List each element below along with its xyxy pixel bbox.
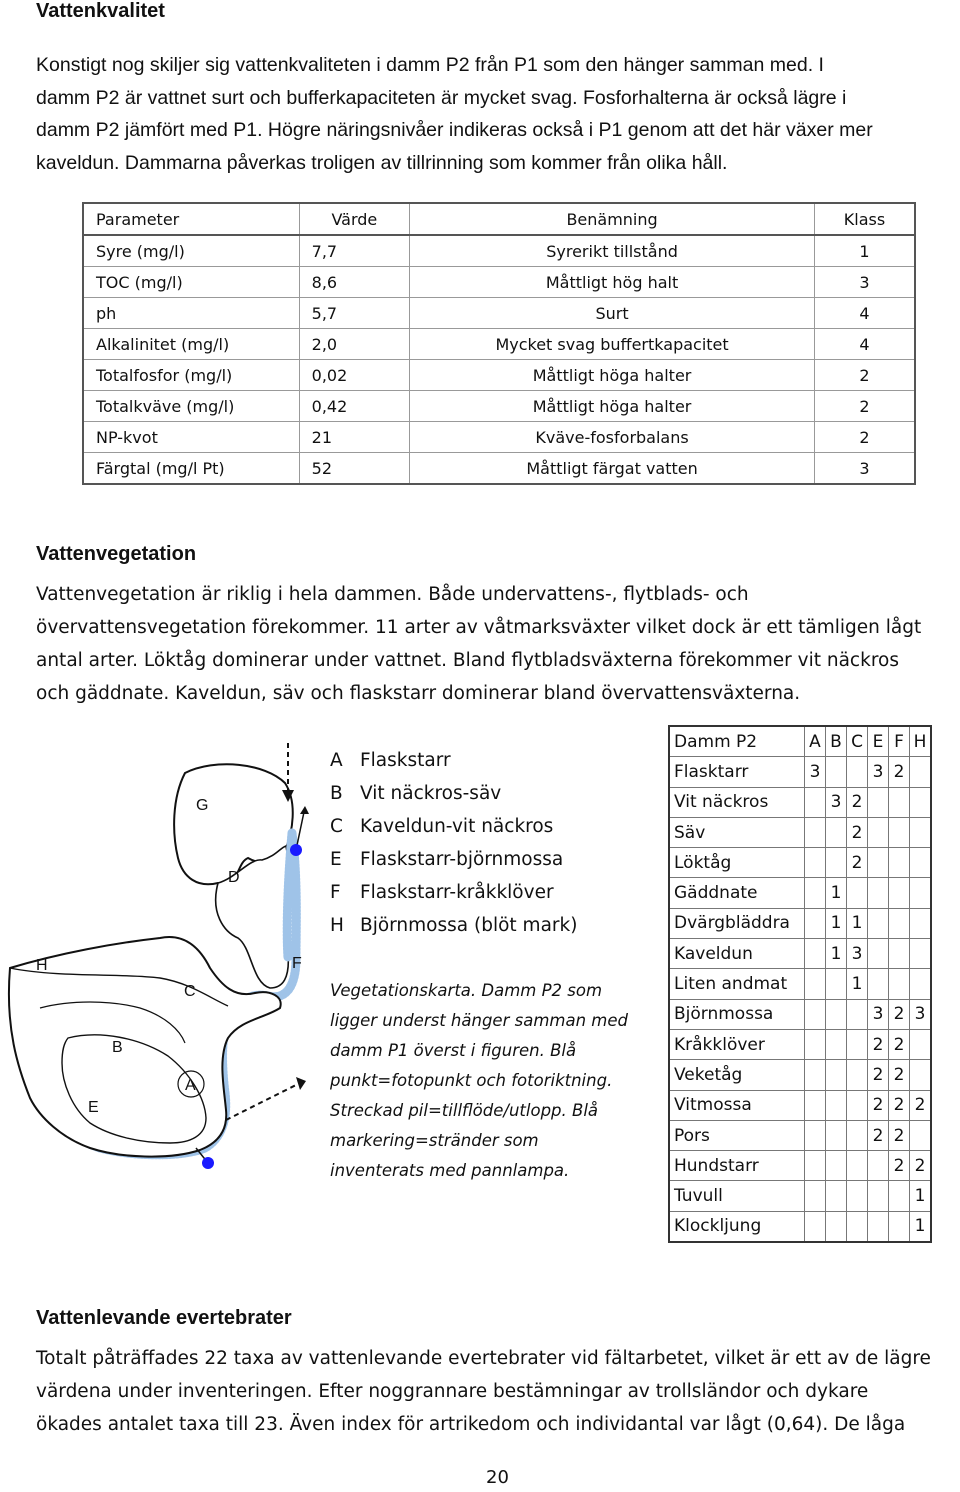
- abundance-cell: [805, 1181, 826, 1211]
- abundance-cell: 2: [889, 1060, 910, 1090]
- zone-label-e: E: [88, 1099, 99, 1116]
- legend-text: Flaskstarr-björnmossa: [360, 849, 564, 870]
- abundance-cell: [847, 1151, 868, 1181]
- abundance-cell: 2: [910, 1090, 932, 1120]
- arrowhead-icon: [296, 1077, 306, 1090]
- table-cell: 5,7: [299, 298, 409, 329]
- table-cell: Måttligt höga halter: [410, 391, 815, 422]
- table-cell: Måttligt färgat vatten: [410, 453, 815, 485]
- abundance-cell: 3: [847, 939, 868, 969]
- section-title-evertebrater: Vattenlevande evertebrater: [36, 1307, 292, 1329]
- abundance-cell: 2: [868, 1120, 889, 1150]
- table-cell: 4: [815, 329, 915, 360]
- abundance-cell: [805, 1029, 826, 1059]
- legend-code: B: [330, 783, 343, 804]
- species-name-cell: Vitmossa: [669, 1090, 805, 1120]
- abundance-cell: [910, 787, 932, 817]
- column-header: E: [868, 726, 889, 757]
- table-cell: 3: [815, 453, 915, 485]
- column-header: Värde: [299, 203, 409, 235]
- paragraph-line: värdena under inventeringen. Efter noggrannare bestämningar av trollsländor och dykare: [36, 1381, 869, 1402]
- abundance-cell: [910, 1060, 932, 1090]
- zone-label-h: H: [36, 957, 48, 974]
- abundance-cell: 2: [889, 1029, 910, 1059]
- table-row: [83, 267, 915, 298]
- abundance-cell: [805, 878, 826, 908]
- abundance-cell: [826, 1181, 847, 1211]
- abundance-cell: 2: [847, 817, 868, 847]
- legend-text: Flaskstarr-kråkklöver: [360, 882, 554, 903]
- abundance-cell: [847, 757, 868, 787]
- abundance-cell: [847, 1029, 868, 1059]
- column-header: C: [847, 726, 868, 757]
- abundance-cell: [868, 787, 889, 817]
- paragraph-vattenkvalitet: [36, 49, 956, 179]
- abundance-cell: 3: [868, 999, 889, 1029]
- abundance-cell: [847, 1181, 868, 1211]
- species-name-cell: Vit näckros: [669, 787, 805, 817]
- abundance-cell: [868, 1181, 889, 1211]
- species-name-cell: Gäddnate: [669, 878, 805, 908]
- paragraph-line: övervattensvegetation förekommer. 11 arter av våtmarksväxter vilket dock är ett tämligen lågt: [36, 617, 922, 638]
- abundance-cell: 3: [805, 757, 826, 787]
- table-cell: 1: [815, 235, 915, 267]
- table-row: [669, 1181, 931, 1211]
- table-cell: Totalkväve (mg/l): [83, 391, 299, 422]
- abundance-cell: [826, 1090, 847, 1120]
- paragraph-evertebrater: [36, 1342, 956, 1441]
- zone-label-g: G: [196, 797, 209, 814]
- table-row: [669, 757, 931, 787]
- photo-point-marker: [290, 844, 302, 856]
- table-row: [669, 939, 931, 969]
- page-number: 20: [486, 1467, 509, 1488]
- abundance-cell: [868, 1151, 889, 1181]
- abundance-cell: 2: [889, 1151, 910, 1181]
- caption-line: damm P1 överst i figuren. Blå: [330, 1041, 577, 1060]
- abundance-cell: 1: [910, 1211, 932, 1242]
- abundance-cell: 2: [847, 848, 868, 878]
- table-row: [83, 235, 915, 267]
- species-name-cell: Veketåg: [669, 1060, 805, 1090]
- abundance-cell: 3: [826, 787, 847, 817]
- species-name-cell: Löktåg: [669, 848, 805, 878]
- table-row: [669, 878, 931, 908]
- column-header: A: [805, 726, 826, 757]
- table-cell: Kväve-fosforbalans: [410, 422, 815, 453]
- abundance-cell: [910, 817, 932, 847]
- abundance-cell: [889, 908, 910, 938]
- species-name-cell: Kråkklöver: [669, 1029, 805, 1059]
- table-row: [669, 969, 931, 999]
- abundance-cell: 1: [826, 908, 847, 938]
- abundance-cell: 2: [889, 999, 910, 1029]
- legend-item: [330, 810, 577, 843]
- paragraph-line: Totalt påträffades 22 taxa av vattenlevande evertebrater vid fältarbetet, vilket är ett av de lägre: [36, 1348, 931, 1369]
- abundance-cell: 1: [826, 878, 847, 908]
- abundance-cell: [826, 817, 847, 847]
- abundance-cell: [805, 1151, 826, 1181]
- table-row: [83, 422, 915, 453]
- abundance-cell: 3: [868, 757, 889, 787]
- abundance-cell: [868, 969, 889, 999]
- table-row: [669, 817, 931, 847]
- table-row: [669, 1211, 931, 1242]
- abundance-cell: [826, 757, 847, 787]
- legend-code: E: [330, 849, 342, 870]
- species-name-cell: Dvärgbläddra: [669, 908, 805, 938]
- photo-point-marker: [202, 1157, 214, 1169]
- table-cell: 7,7: [299, 235, 409, 267]
- species-name-cell: Pors: [669, 1120, 805, 1150]
- caption-line: inventerats med pannlampa.: [330, 1161, 570, 1180]
- abundance-cell: [910, 1120, 932, 1150]
- abundance-cell: [889, 969, 910, 999]
- abundance-cell: [868, 817, 889, 847]
- caption-line: ligger underst hänger samman med: [330, 1011, 628, 1030]
- legend-item: [330, 876, 577, 909]
- legend-code: A: [330, 750, 343, 771]
- table-cell: NP-kvot: [83, 422, 299, 453]
- zone-label-c: C: [184, 983, 196, 1000]
- species-name-cell: Klockljung: [669, 1211, 805, 1242]
- outflow-arrow: [226, 1083, 300, 1120]
- column-header: Parameter: [83, 203, 299, 235]
- abundance-cell: [805, 1120, 826, 1150]
- species-name-cell: Kaveldun: [669, 939, 805, 969]
- table-cell: 2: [815, 422, 915, 453]
- abundance-cell: [805, 969, 826, 999]
- caption-line: Vegetationskarta. Damm P2 som: [330, 981, 603, 1000]
- abundance-cell: [826, 1120, 847, 1150]
- legend-code: F: [330, 882, 341, 903]
- abundance-cell: 2: [868, 1029, 889, 1059]
- legend-code: C: [330, 816, 343, 837]
- table-cell: 2: [815, 360, 915, 391]
- table-row: [669, 999, 931, 1029]
- abundance-cell: 2: [847, 787, 868, 817]
- water-quality-table: [82, 202, 916, 485]
- abundance-cell: [889, 878, 910, 908]
- table-cell: Syrerikt tillstånd: [410, 235, 815, 267]
- table-row: [669, 908, 931, 938]
- map-legend: [330, 744, 577, 942]
- table-row: [669, 1029, 931, 1059]
- abundance-cell: [910, 757, 932, 787]
- abundance-cell: [826, 969, 847, 999]
- abundance-cell: [826, 999, 847, 1029]
- table-row: [669, 787, 931, 817]
- arrowhead-icon: [300, 806, 309, 814]
- abundance-cell: [847, 1211, 868, 1242]
- column-header: Klass: [815, 203, 915, 235]
- column-header: F: [889, 726, 910, 757]
- paragraph-vattenvegetation: [36, 578, 956, 710]
- paragraph-line: damm P2 jämfört med P1. Högre näringsnivåer indikeras också i P1 genom att det här växer mer: [36, 119, 873, 141]
- abundance-cell: [826, 1060, 847, 1090]
- table-cell: Syre (mg/l): [83, 235, 299, 267]
- caption-line: punkt=fotopunkt och fotoriktning.: [330, 1071, 613, 1090]
- column-header: B: [826, 726, 847, 757]
- abundance-cell: [910, 1029, 932, 1059]
- abundance-cell: [805, 787, 826, 817]
- pond-p2-outline: [9, 937, 281, 1157]
- table-cell: 2,0: [299, 329, 409, 360]
- table-cell: 4: [815, 298, 915, 329]
- table-row: [669, 1090, 931, 1120]
- paragraph-line: damm P2 är vattnet surt och bufferkapaciteten är mycket svag. Fosforhalterna är också lägre i: [36, 86, 847, 109]
- abundance-cell: 2: [910, 1151, 932, 1181]
- table-row: [669, 1151, 931, 1181]
- table-row: [669, 1120, 931, 1150]
- table-cell: Alkalinitet (mg/l): [83, 329, 299, 360]
- paragraph-line: ökades antalet taxa till 23. Även index för artrikedom och individantal var lågt (0,64). De låga: [36, 1414, 906, 1435]
- abundance-cell: 1: [910, 1181, 932, 1211]
- abundance-cell: [805, 1090, 826, 1120]
- legend-text: Kaveldun-vit näckros: [360, 816, 554, 837]
- abundance-cell: [805, 1211, 826, 1242]
- abundance-cell: [889, 1211, 910, 1242]
- column-header: Damm P2: [669, 726, 805, 757]
- legend-code: H: [330, 915, 344, 936]
- zone-label-b: B: [112, 1039, 123, 1056]
- abundance-cell: 1: [847, 908, 868, 938]
- zone-label-a: A: [185, 1077, 196, 1094]
- figure-caption: [330, 976, 660, 1186]
- table-cell: 52: [299, 453, 409, 485]
- table-row: [83, 360, 915, 391]
- legend-item: [330, 843, 577, 876]
- column-header: Benämning: [410, 203, 815, 235]
- legend-item: [330, 744, 577, 777]
- caption-line: Streckad pil=tillflöde/utlopp. Blå: [330, 1101, 599, 1120]
- table-cell: 0,42: [299, 391, 409, 422]
- abundance-cell: 2: [868, 1060, 889, 1090]
- species-name-cell: Liten andmat: [669, 969, 805, 999]
- table-cell: Totalfosfor (mg/l): [83, 360, 299, 391]
- legend-item: [330, 777, 577, 810]
- abundance-cell: [910, 908, 932, 938]
- abundance-cell: 2: [889, 1120, 910, 1150]
- abundance-cell: [805, 848, 826, 878]
- species-name-cell: Flasktarr: [669, 757, 805, 787]
- zone-label-f: F: [292, 955, 302, 972]
- column-header: H: [910, 726, 932, 757]
- vegetation-species-table: [668, 725, 932, 1243]
- species-name-cell: Björnmossa: [669, 999, 805, 1029]
- table-row: [83, 329, 915, 360]
- paragraph-line: Vattenvegetation är riklig i hela dammen. Både undervattens-, flytblads- och: [36, 584, 749, 605]
- abundance-cell: [868, 1211, 889, 1242]
- abundance-cell: 2: [889, 1090, 910, 1120]
- abundance-cell: [826, 848, 847, 878]
- species-name-cell: Tuvull: [669, 1181, 805, 1211]
- abundance-cell: [805, 939, 826, 969]
- paragraph-line: och gäddnate. Kaveldun, säv och flaskstarr dominerar bland övervattensväxterna.: [36, 683, 801, 704]
- abundance-cell: [847, 1060, 868, 1090]
- legend-text: Vit näckros-säv: [360, 783, 502, 804]
- abundance-cell: 3: [910, 999, 932, 1029]
- abundance-cell: [805, 817, 826, 847]
- abundance-cell: [910, 939, 932, 969]
- vegetation-map: [0, 738, 322, 1178]
- abundance-cell: [805, 999, 826, 1029]
- abundance-cell: [889, 848, 910, 878]
- abundance-cell: [889, 939, 910, 969]
- table-cell: 8,6: [299, 267, 409, 298]
- abundance-cell: [826, 1151, 847, 1181]
- legend-text: Björnmossa (blöt mark): [360, 915, 578, 936]
- table-cell: Måttligt hög halt: [410, 267, 815, 298]
- abundance-cell: 1: [826, 939, 847, 969]
- abundance-cell: [847, 878, 868, 908]
- paragraph-line: Konstigt nog skiljer sig vattenkvaliteten i damm P2 från P1 som den hänger samman med. I: [36, 54, 824, 76]
- abundance-cell: [847, 1090, 868, 1120]
- table-cell: Färgtal (mg/l Pt): [83, 453, 299, 485]
- section-title-vattenvegetation: Vattenvegetation: [36, 543, 197, 565]
- table-row: [83, 391, 915, 422]
- table-row: [669, 848, 931, 878]
- table-cell: 21: [299, 422, 409, 453]
- table-cell: 3: [815, 267, 915, 298]
- abundance-cell: [847, 999, 868, 1029]
- table-cell: ph: [83, 298, 299, 329]
- abundance-cell: [805, 1060, 826, 1090]
- table-cell: 0,02: [299, 360, 409, 391]
- table-cell: Surt: [410, 298, 815, 329]
- species-name-cell: Säv: [669, 817, 805, 847]
- paragraph-line: kaveldun. Dammarna påverkas troligen av tillrinning som kommer från olika håll.: [36, 151, 728, 174]
- abundance-cell: [910, 969, 932, 999]
- caption-line: markering=stränder som: [330, 1131, 539, 1150]
- abundance-cell: [805, 908, 826, 938]
- table-header-row: [83, 203, 915, 235]
- table-row: [669, 1060, 931, 1090]
- table-header-row: [669, 726, 931, 757]
- table-cell: Måttligt höga halter: [410, 360, 815, 391]
- abundance-cell: [868, 848, 889, 878]
- section-title-vattenkvalitet: Vattenkvalitet: [36, 0, 165, 22]
- species-name-cell: Hundstarr: [669, 1151, 805, 1181]
- legend-text: Flaskstarr: [360, 750, 451, 771]
- legend-item: [330, 909, 577, 942]
- abundance-cell: [910, 848, 932, 878]
- abundance-cell: [826, 1029, 847, 1059]
- abundance-cell: [889, 1181, 910, 1211]
- table-row: [83, 453, 915, 485]
- zone-label-d: D: [228, 869, 240, 886]
- abundance-cell: 2: [889, 757, 910, 787]
- table-cell: Mycket svag buffertkapacitet: [410, 329, 815, 360]
- table-row: [83, 298, 915, 329]
- abundance-cell: [889, 787, 910, 817]
- abundance-cell: [847, 1120, 868, 1150]
- abundance-cell: 2: [868, 1090, 889, 1120]
- abundance-cell: [826, 1211, 847, 1242]
- abundance-cell: [868, 939, 889, 969]
- abundance-cell: [868, 908, 889, 938]
- abundance-cell: [868, 878, 889, 908]
- abundance-cell: [889, 817, 910, 847]
- table-cell: 2: [815, 391, 915, 422]
- abundance-cell: [910, 878, 932, 908]
- table-cell: TOC (mg/l): [83, 267, 299, 298]
- abundance-cell: 1: [847, 969, 868, 999]
- paragraph-line: antal arter. Löktåg dominerar under vattnet. Bland flytbladsväxterna förekommer vit näckros: [36, 650, 899, 671]
